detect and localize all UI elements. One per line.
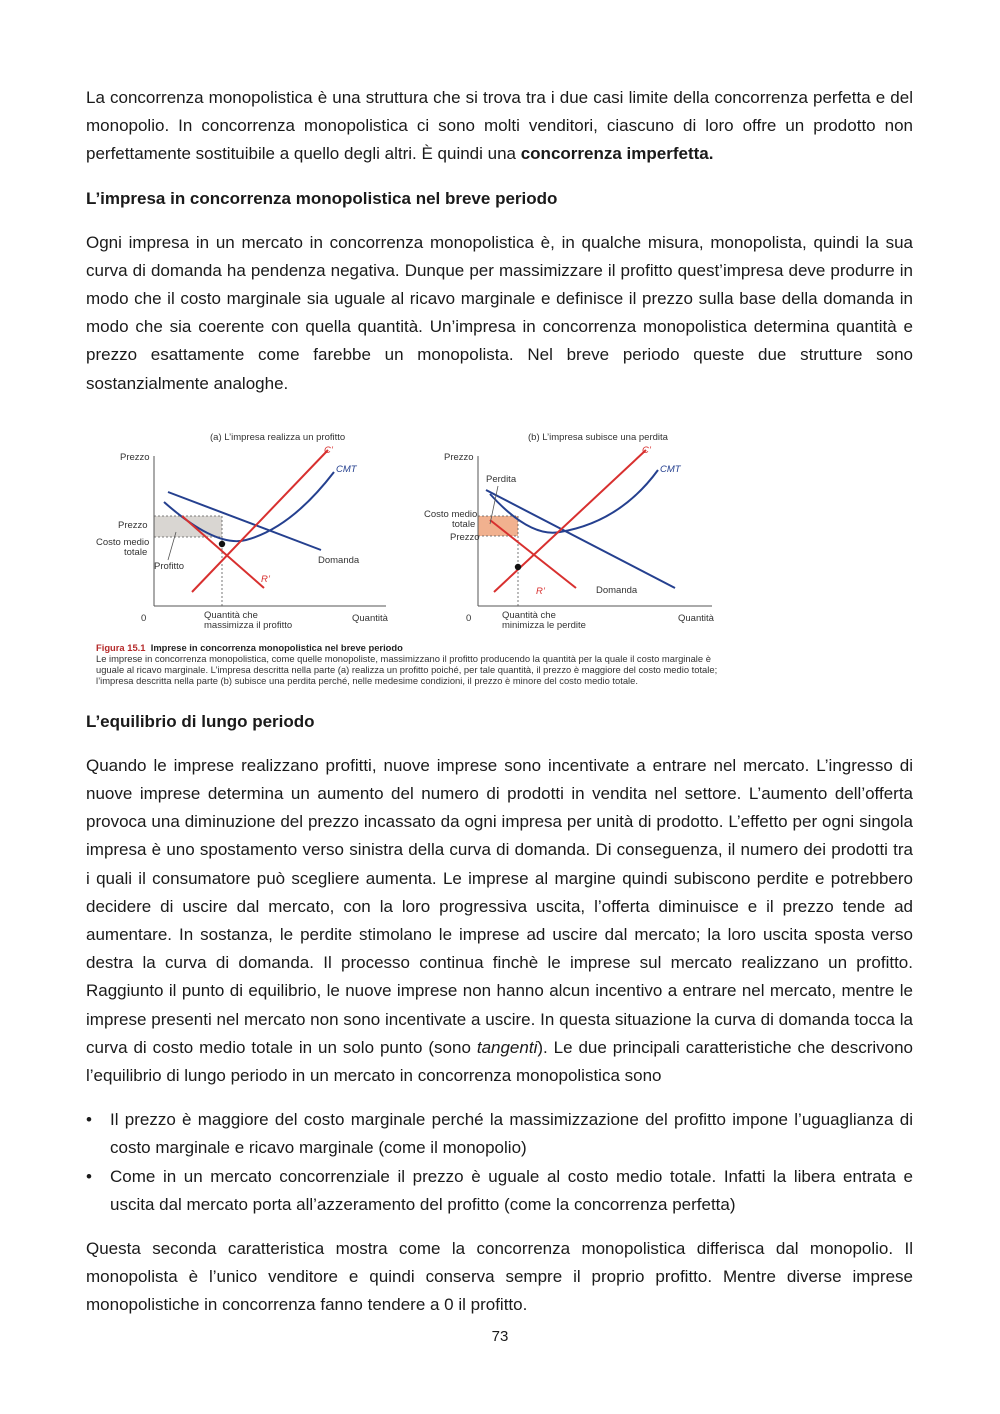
intro-text: La concorrenza monopolistica è una struttura che si trova tra i due casi limite della concorrenza perfetta e del monopolio. In concorrenza monopolistica ci sono molti venditori, ciascuno di loro offre un prodotto non perfettamente sostituibile a quello degli altri. È quindi una bbox=[86, 88, 913, 164]
bullet-icon: • bbox=[86, 1166, 92, 1186]
long-run-text-a: Quando le imprese realizzano profitti, nuove imprese sono incentivate a entrare nel mercato. L’ingresso di nuove imprese determina un aumento del numero di prodotti in vendita nel settore. L’aumento dell’offerta provoca una diminuzione del prezzo incassato da ogni impresa per unità di prodotto. L’effetto per ogni singola impresa è uno spostamento verso sinistra della curva di domanda. Di conseguenza, il numero dei prodotti tra i quali il consumatore può scegliere aumenta. Le imprese al margine quindi subiscono perdite e potrebbero decidere di uscire dal mercato, con la loro progressiva uscita, l’offerta diminuisce e il prezzo tende ad aumentare. In sostanza, le perdite stimolano le imprese ad uscire dal mercato; la loro uscita sposta verso destra la curva di domanda. Il processo continua finchè le imprese sul mercato realizzano un profitto. Raggiunto il punto di equilibrio, le nuove imprese non hanno alcun incentivo a entrare nel mercato, mentre le imprese presenti nel mercato non sono incentivate a uscire. In questa situazione la curva di domanda tocca la curva di costo medio totale in un solo punto (sono bbox=[86, 755, 913, 1057]
panel-b-qty-label-1: Quantità che bbox=[502, 609, 556, 621]
list-item bbox=[86, 1163, 913, 1219]
page-content bbox=[86, 84, 913, 1320]
panel-b-title: (b) L’impresa subisce una perdita bbox=[528, 431, 668, 443]
short-run-paragraph: Ogni impresa in un mercato in concorrenza monopolistica è, in qualche misura, monopolista, quindi la sua curva di domanda ha pendenza negativa. Dunque per massimizzare il profitto quest’impresa deve produrre in modo che il costo marginale sia uguale al ricavo marginale e definisce il prezzo sulla base della domanda in modo che sia coerente con quella quantità. Un’impresa in concorrenza monopolistica determina quantità e prezzo esattamente come farebbe un monopolista. Nel breve periodo queste due strutture sono sostanzialmente analoghe. bbox=[86, 232, 913, 393]
panel-a-profit-label: Profitto bbox=[154, 560, 185, 572]
panel-a-qty-label-1: Quantità che bbox=[204, 609, 258, 621]
list-item-text: Come in un mercato concorrenziale il prezzo è uguale al costo medio totale. Infatti la libera entrata e uscita dal mercato porta all’azzeramento del profitto (come la concorrenza perfetta) bbox=[110, 1166, 913, 1214]
panel-b-qty-label-2: minimizza le perdite bbox=[502, 619, 586, 631]
intro-paragraph bbox=[86, 84, 913, 169]
panel-b-x-axis-label: Quantità bbox=[678, 612, 714, 624]
heading-short-run: L’impresa in concorrenza monopolistica nel breve periodo bbox=[86, 188, 558, 208]
panel-b-loss-label: Perdita bbox=[486, 473, 517, 485]
figure-caption-text: Le imprese in concorrenza monopolistica, come quelle monopoliste, massimizzano il profitto producendo la quantità per la quale il costo marginale è uguale al ricavo marginale. L’impresa descritta nella parte (a) realizza un profitto poiché, per tale quantità, il prezzo è maggiore del costo medio totale; l’impresa descritta nella parte (b) subisce una perdita perché, nelle medesime condizioni, il prezzo è minore del costo medio totale. bbox=[96, 652, 718, 686]
list-item-text: Il prezzo è maggiore del costo marginale perché la massimizzazione del profitto impone l’uguaglianza di costo marginale e ricavo marginale (come il monopolio) bbox=[110, 1110, 913, 1158]
panel-b-demand-label: Domanda bbox=[596, 584, 638, 596]
characteristics-list bbox=[86, 1106, 913, 1219]
panel-a-profit-area bbox=[154, 516, 222, 537]
panel-a-x-axis-label: Quantità bbox=[352, 612, 388, 624]
figure-number: Figura 15.1 bbox=[96, 641, 146, 653]
panel-b-atc-label: CMT bbox=[660, 463, 681, 475]
figure-title: Imprese in concorrenza monopolistica nel breve periodo bbox=[150, 641, 403, 653]
panel-b-price-label: Prezzo bbox=[450, 531, 480, 543]
page-number: 73 bbox=[491, 1328, 509, 1345]
heading-long-run: L’equilibrio di lungo periodo bbox=[86, 711, 315, 731]
figure-15-1 bbox=[86, 420, 726, 690]
panel-a-atc-label-1: Costo medio bbox=[96, 536, 150, 548]
panel-a-y-axis-label: Prezzo bbox=[120, 451, 150, 463]
panel-b-atc-label-1: Costo medio bbox=[424, 508, 478, 520]
panel-a-atc-label: CMT bbox=[336, 463, 357, 475]
panel-a-optimum-point bbox=[219, 541, 225, 547]
long-run-text-b: ). Le due principali caratteristiche che descrivono l’equilibrio di lungo periodo in un mercato in concorrenza monopolistica sono bbox=[86, 1037, 913, 1086]
panel-a-demand-label: Domanda bbox=[318, 554, 360, 566]
closing-paragraph: Questa seconda caratteristica mostra come la concorrenza monopolistica differisca dal monopolio. Il monopolista è l’unico venditore e quindi conserva sempre il proprio profitto. Mentre diverse imprese monopolistiche in concorrenza fanno tendere a 0 il profitto. bbox=[86, 1239, 913, 1315]
long-run-italic: tangenti bbox=[476, 1037, 538, 1057]
panel-a bbox=[96, 432, 389, 631]
panel-b-mr-label: R’ bbox=[536, 585, 545, 597]
panel-b bbox=[424, 432, 715, 631]
panel-b-y-axis-label: Prezzo bbox=[444, 451, 474, 463]
panel-b-mc-label: C’ bbox=[642, 444, 651, 456]
panel-a-mc-label: C’ bbox=[324, 444, 333, 456]
list-item bbox=[86, 1106, 913, 1162]
panel-a-mr-label: R’ bbox=[261, 573, 270, 585]
panel-a-price-label: Prezzo bbox=[118, 519, 148, 531]
panel-a-origin: 0 bbox=[141, 612, 147, 624]
panel-a-qty-label-2: massimizza il profitto bbox=[204, 619, 293, 631]
long-run-paragraph bbox=[86, 752, 913, 1090]
panel-a-atc-label-2: totale bbox=[124, 546, 148, 558]
panel-a-title: (a) L’impresa realizza un profitto bbox=[210, 431, 346, 443]
figure-caption bbox=[96, 642, 726, 686]
panel-b-atc-label-2: totale bbox=[452, 518, 476, 530]
bullet-icon: • bbox=[86, 1110, 92, 1130]
intro-bold-text: concorrenza imperfetta. bbox=[520, 144, 714, 164]
panel-b-origin: 0 bbox=[466, 612, 472, 624]
panel-a-mr-curve bbox=[182, 516, 264, 588]
panel-b-optimum-point bbox=[515, 564, 521, 570]
